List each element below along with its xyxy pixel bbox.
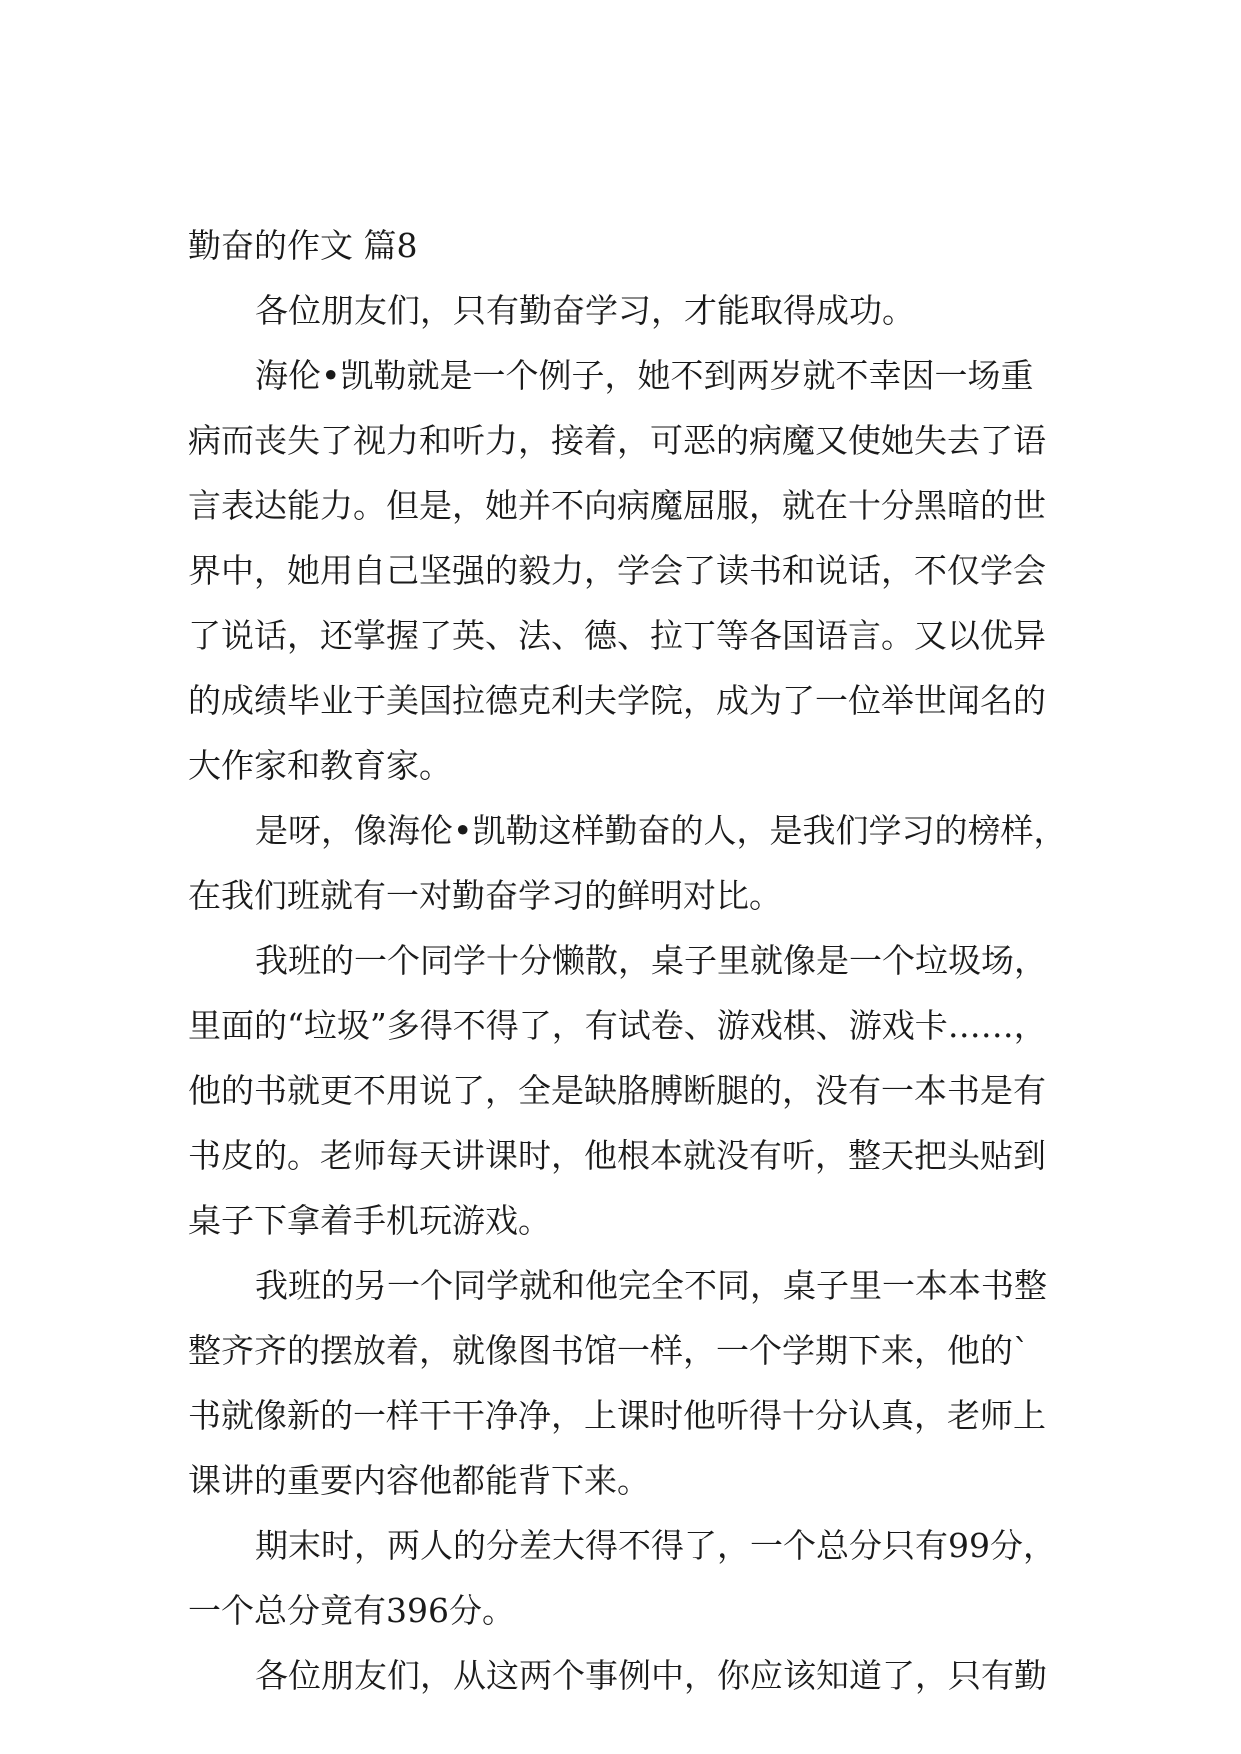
text-line: 期末时，两人的分差大得不得了，一个总分只有99分， bbox=[255, 1526, 1056, 1565]
text-line: 是呀，像海伦•凯勒这样勤奋的人，是我们学习的榜样， bbox=[255, 811, 1067, 850]
text-line: 我班的另一个同学就和他完全不同，桌子里一本本书整 bbox=[255, 1266, 1047, 1305]
text-line: 各位朋友们，只有勤奋学习，才能取得成功。 bbox=[255, 291, 915, 330]
text-line: 整齐齐的摆放着，就像图书馆一样，一个学期下来，他的` bbox=[188, 1331, 1030, 1370]
text-line: 界中，她用自己坚强的毅力，学会了读书和说话，不仅学会 bbox=[188, 551, 1046, 590]
text-line: 书就像新的一样干干净净，上课时他听得十分认真，老师上 bbox=[188, 1396, 1046, 1435]
text-line: 了说话，还掌握了英、法、德、拉丁等各国语言。又以优异 bbox=[188, 616, 1046, 655]
text-line: 他的书就更不用说了，全是缺胳膊断腿的，没有一本书是有 bbox=[188, 1071, 1046, 1110]
text-line: 里面的“垃圾”多得不得了，有试卷、游戏棋、游戏卡……， bbox=[188, 1006, 1047, 1045]
text-line: 的成绩毕业于美国拉德克利夫学院，成为了一位举世闻名的 bbox=[188, 681, 1046, 720]
text-line: 一个总分竟有396分。 bbox=[188, 1591, 515, 1630]
text-line: 在我们班就有一对勤奋学习的鲜明对比。 bbox=[188, 876, 782, 915]
text-line: 言表达能力。但是，她并不向病魔屈服，就在十分黑暗的世 bbox=[188, 486, 1046, 525]
text-line: 桌子下拿着手机玩游戏。 bbox=[188, 1201, 551, 1240]
text-line: 大作家和教育家。 bbox=[188, 746, 452, 785]
text-line: 病而丧失了视力和听力，接着，可恶的病魔又使她失去了语 bbox=[188, 421, 1046, 460]
text-line: 课讲的重要内容他都能背下来。 bbox=[188, 1461, 650, 1500]
text-line: 书皮的。老师每天讲课时，他根本就没有听，整天把头贴到 bbox=[188, 1136, 1046, 1175]
text-line: 我班的一个同学十分懒散，桌子里就像是一个垃圾场， bbox=[255, 941, 1047, 980]
document-title: 勤奋的作文 篇8 bbox=[188, 226, 418, 265]
text-line: 海伦•凯勒就是一个例子，她不到两岁就不幸因一场重 bbox=[255, 356, 1034, 395]
text-line: 各位朋友们，从这两个事例中，你应该知道了，只有勤 bbox=[255, 1656, 1047, 1695]
